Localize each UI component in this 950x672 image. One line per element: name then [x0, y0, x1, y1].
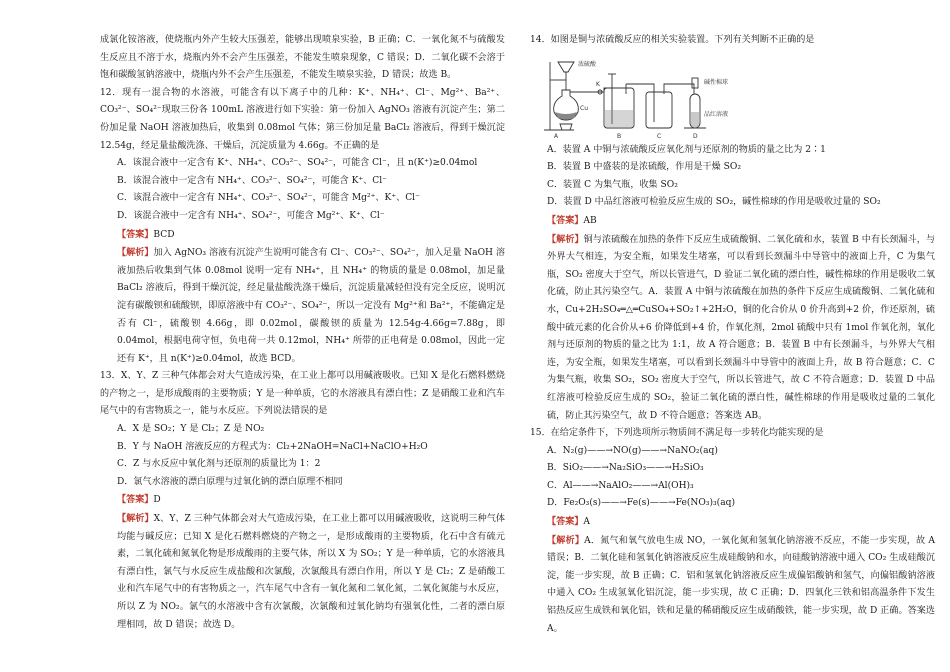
- label-a: A: [554, 132, 559, 140]
- question-15-answer: [530, 513, 935, 532]
- question-13-option-b: B．Y 与 NaOH 溶液反应的方程式为：Cl₂+2NaOH=NaCl+NaClO+H₂O: [117, 441, 428, 452]
- analysis-tag: 【解析】: [547, 233, 584, 245]
- answer-value: BCD: [153, 229, 175, 240]
- answer-value: AB: [583, 215, 597, 226]
- question-15: [530, 425, 935, 638]
- question-12-option-b: B．该混合液中一定含有 NH₄⁺、CO₃²⁻、SO₄²⁻，可能含 K⁺、Cl⁻: [117, 175, 387, 186]
- analysis-text: 铜与浓硫酸在加热的条件下反应生成硫酸铜、二氧化硫和水，装置 B 中有长颈漏斗，与外界大气相连，为安全瓶，如果发生堵塞，可以看到长颈漏斗中导管中的液面上升，C 为集气瓶，SO₂ 密度大于空气，所以长管进气，D 验证二氧化硫的漂白性，碱性棉球的作用是吸收二氧化硫，防止其污染空气。A．装置 A 中铜与浓硫酸在加热的条件下反应生成硫酸铜、二氧化硫和水，Cu+2H₂SO₄═△═CuSO₄+SO₂↑+2H₂O，铜的化合价从 0 价升高到+2 价，作还原剂，硫酸中硫元素的化合价从+6 价降低到+4 价，作氧化剂，2mol 硫酸中只有 1mol 作氧化剂，氧化剂与还原剂的物质的量之比为 1:1，故 A 符合题意；B．装置 B 中有长颈漏斗，与外界大气相连，为安全瓶，如果发生堵塞，可以看到长颈漏斗中导管中的液面上升，故 B 符合题意；C．C 为集气瓶，收集 SO₂，SO₂ 密度大于空气，所以长管进气，故 C 不符合题意；D．装置 D 中品红溶液可检验反应生成的 SO₂，验证二氧化硫的漂白性，碱性棉球的作用是吸收过量的二氧化硫，防止其污染空气，故 D 不符合题意；答案选 AB。: [547, 234, 935, 421]
- analysis-text: A．氮气和氧气放电生成 NO，一氧化氮和氢氧化钠溶液不反应，不能一步实现，故 A 错误；B．二氧化硅和氢氧化钠溶液反应生成硅酸钠和水，向硅酸钠溶液中通入 CO₂ 生成硅酸沉淀，能一步实现，故 B 正确；C．铝和氢氧化钠溶液反应生成偏铝酸钠和氢气，向偏铝酸钠溶液中通入 CO₂ 生成氢氧化铝沉淀，能一步实现，故 C 正确；D．四氧化三铁和铝高温条件下发生铝热反应生成铁和氧化铝，铁和足量的稀硝酸反应生成硝酸铁，能一步实现，故 D 正确。答案选 A。: [547, 535, 935, 634]
- question-13-stem: 13．X、Y、Z 三种气体都会对大气造成污染，在工业上都可以用碱液吸收。已知 X 是化石燃料燃烧的产物之一，是形成酸雨的主要物质；Y 是一种单质，它的水溶液具有漂白性；Z 是硝酸工业和汽车尾气中的有害物质之一，能与水反应。下列说法错误的是: [100, 371, 505, 417]
- question-13: [100, 368, 505, 634]
- label-pink: 品红溶液: [704, 110, 729, 118]
- question-13-analysis: [100, 510, 505, 634]
- question-14-option-a: A．装置 A 中铜与浓硫酸反应氧化剂与还原剂的物质的量之比为 2∶1: [547, 144, 826, 155]
- right-column: [530, 32, 935, 638]
- label-cotton: 碱性棉球: [704, 78, 729, 86]
- question-12-analysis: [100, 244, 505, 368]
- question-15-stem: 15．在给定条件下，下列选项所示物质间不满足每一步转化均能实现的是: [530, 428, 824, 439]
- question-13-option-a: A．X 是 SO₂；Y 是 Cl₂；Z 是 NO₂: [117, 424, 265, 435]
- question-14: [530, 32, 935, 425]
- question-14-analysis: [530, 231, 935, 426]
- left-column: [100, 32, 505, 634]
- analysis-tag: 【解析】: [117, 513, 154, 525]
- question-15-analysis: [530, 532, 935, 639]
- label-acid: 浓硫酸: [578, 60, 597, 68]
- analysis-text: X、Y、Z 三种气体都会对大气造成污染，在工业上都可以用碱液吸收，这说明三种气体均能与碱反应；已知 X 是化石燃料燃烧的产物之一，是形成酸雨的主要物质，化石中含有硫元素，二氧化硫和氮氧化物是形成酸雨的主要气体，所以 X 为 SO₂；Y 是一种单质，它的水溶液具有漂白性，氯气与水反应生成盐酸和次氯酸，次氯酸具有漂白作用，所以 Y 是 Cl₂；Z 是硝酸工业和汽车尾气中的有害物质之一，汽车尾气中含有一氧化氮和二氧化氮，二氧化氮能与水反应，所以 Z 为 NO₂。氯气的水溶液中含有次氯酸，次氯酸和过氧化钠均有强氧化性，二者的漂白原理相同，故 D 错误；故选 D。: [117, 514, 505, 630]
- label-c: C: [657, 132, 662, 140]
- question-15-option-b: B．SiO₂——→Na₂SiO₃——→H₂SiO₃: [547, 463, 704, 474]
- label-b: B: [617, 132, 622, 140]
- cotton-ball: [692, 78, 698, 88]
- answer-tag: 【答案】: [117, 228, 154, 240]
- question-12-stem: 12．现有一混合物的水溶液，可能含有以下离子中的几种：K⁺、NH₄⁺、Cl⁻、Mg²⁺、Ba²⁺、CO₃²⁻、SO₄²⁻现取三份各 100mL 溶液进行如下实验：第一份加入 AgNO₃ 溶液有沉淀产生；第二份加足量 NaOH 溶液加热后，收集到 0.08mol 气体；第三份加足量 BaCl₂ 溶液后，得到干燥沉淀 12.54g，经足量盐酸洗涤、干燥后，沉淀质量为 4.66g。不正确的是: [100, 87, 505, 151]
- question-14-option-c: C．装置 C 为集气瓶，收集 SO₂: [547, 179, 678, 190]
- question-12-option-a: A．该混合液中一定含有 K⁺、NH₄⁺、CO₃²⁻、SO₄²⁻，可能含 Cl⁻，且 n(K⁺)≥0.04mol: [117, 158, 478, 169]
- analysis-tag: 【解析】: [117, 247, 154, 259]
- question-14-option-b: B．装置 B 中盛装的是浓硫酸，作用是干燥 SO₂: [547, 162, 741, 173]
- question-13-option-d: D．氯气水溶液的漂白原理与过氧化钠的漂白原理不相同: [117, 476, 343, 487]
- bottle-c: [646, 92, 672, 128]
- answer-tag: 【答案】: [117, 494, 154, 506]
- label-d: D: [693, 132, 698, 140]
- question-12-answer: [100, 226, 505, 245]
- question-15-option-d: D．Fe₂O₃(s)——→Fe(s)——→Fe(NO₃)₃(aq): [547, 498, 735, 509]
- analysis-tag: 【解析】: [547, 534, 585, 546]
- label-k: K: [596, 80, 600, 88]
- question-14-answer: [530, 212, 935, 231]
- answer-value: A: [583, 517, 590, 528]
- label-cu: Cu: [580, 104, 588, 112]
- alcohol-lamp: [560, 124, 572, 130]
- apparatus-diagram: [544, 54, 804, 140]
- answer-tag: 【答案】: [547, 516, 584, 528]
- question-12: [100, 85, 505, 369]
- question-15-option-a: A．N₂(g)——→NO(g)——→NaNO₂(aq): [547, 445, 718, 456]
- question-15-option-c: C．Al——→NaAlO₂——→Al(OH)₃: [547, 480, 694, 491]
- apparatus-figure: [544, 54, 935, 140]
- answer-tag: 【答案】: [547, 214, 584, 226]
- question-12-option-d: D．该混合液中一定含有 NH₄⁺、SO₄²⁻，可能含 Mg²⁺、K⁺、Cl⁻: [117, 210, 385, 221]
- separatory-funnel: [558, 62, 574, 72]
- question-13-option-c: C．Z 与水反应中氧化剂与还原剂的质量比为 1：2: [117, 459, 321, 470]
- answer-value: D: [153, 495, 161, 506]
- continued-analysis: 成氯化铵溶液，使烧瓶内外产生较大压强差，能够出现喷泉实验，B 正确；C．一氧化氮不与硫酸发生反应且不溶于水，烧瓶内外不会产生压强差，不能发生喷泉现象，C 错误；D．二氧化碳不会溶于饱和碳酸氢钠溶液中，烧瓶内外不会产生压强差，不能发生喷泉实验，D 错误；故选 B。: [100, 35, 505, 81]
- question-13-answer: [100, 491, 505, 510]
- analysis-text: 加入 AgNO₃ 溶液有沉淀产生说明可能含有 Cl⁻、CO₃²⁻、SO₄²⁻，加入足量 NaOH 溶液加热后收集到气体 0.08mol 说明一定有 NH₄⁺，且 NH₄⁺ 的物质的量是 0.08mol，加足量 BaCl₂ 溶液后，得到干燥沉淀，经足量盐酸洗涤干燥后，沉淀质量减轻但没有完全反应，说明沉淀有碳酸钡和硫酸钡，即原溶液中有 CO₃²⁻、SO₄²⁻，所以一定没有 Mg²⁺和 Ba²⁺，不能确定是否有 Cl⁻，硫酸钡 4.66g，即 0.02mol，碳酸钡的质量为 12.54g-4.66g=7.88g，即 0.04mol，根据电荷守恒，负电荷一共 0.12mol，NH₄⁺ 所带的正电荷是 0.08mol，因此一定还有 K⁺，且 n(K⁺)≥0.04mol，故选 BCD。: [117, 248, 505, 364]
- question-14-stem: 14．如图是铜与浓硫酸反应的相关实验装置。下列有关判断不正确的是: [530, 35, 815, 45]
- question-12-option-c: C．该混合液中一定含有 NH₄⁺、CO₃²⁻、SO₄²⁻，可能含 Mg²⁺、K⁺、Cl⁻: [117, 193, 420, 204]
- question-14-option-d: D．装置 D 中品红溶液可检验反应生成的 SO₂，碱性棉球的作用是吸收过量的 SO₂: [547, 197, 881, 208]
